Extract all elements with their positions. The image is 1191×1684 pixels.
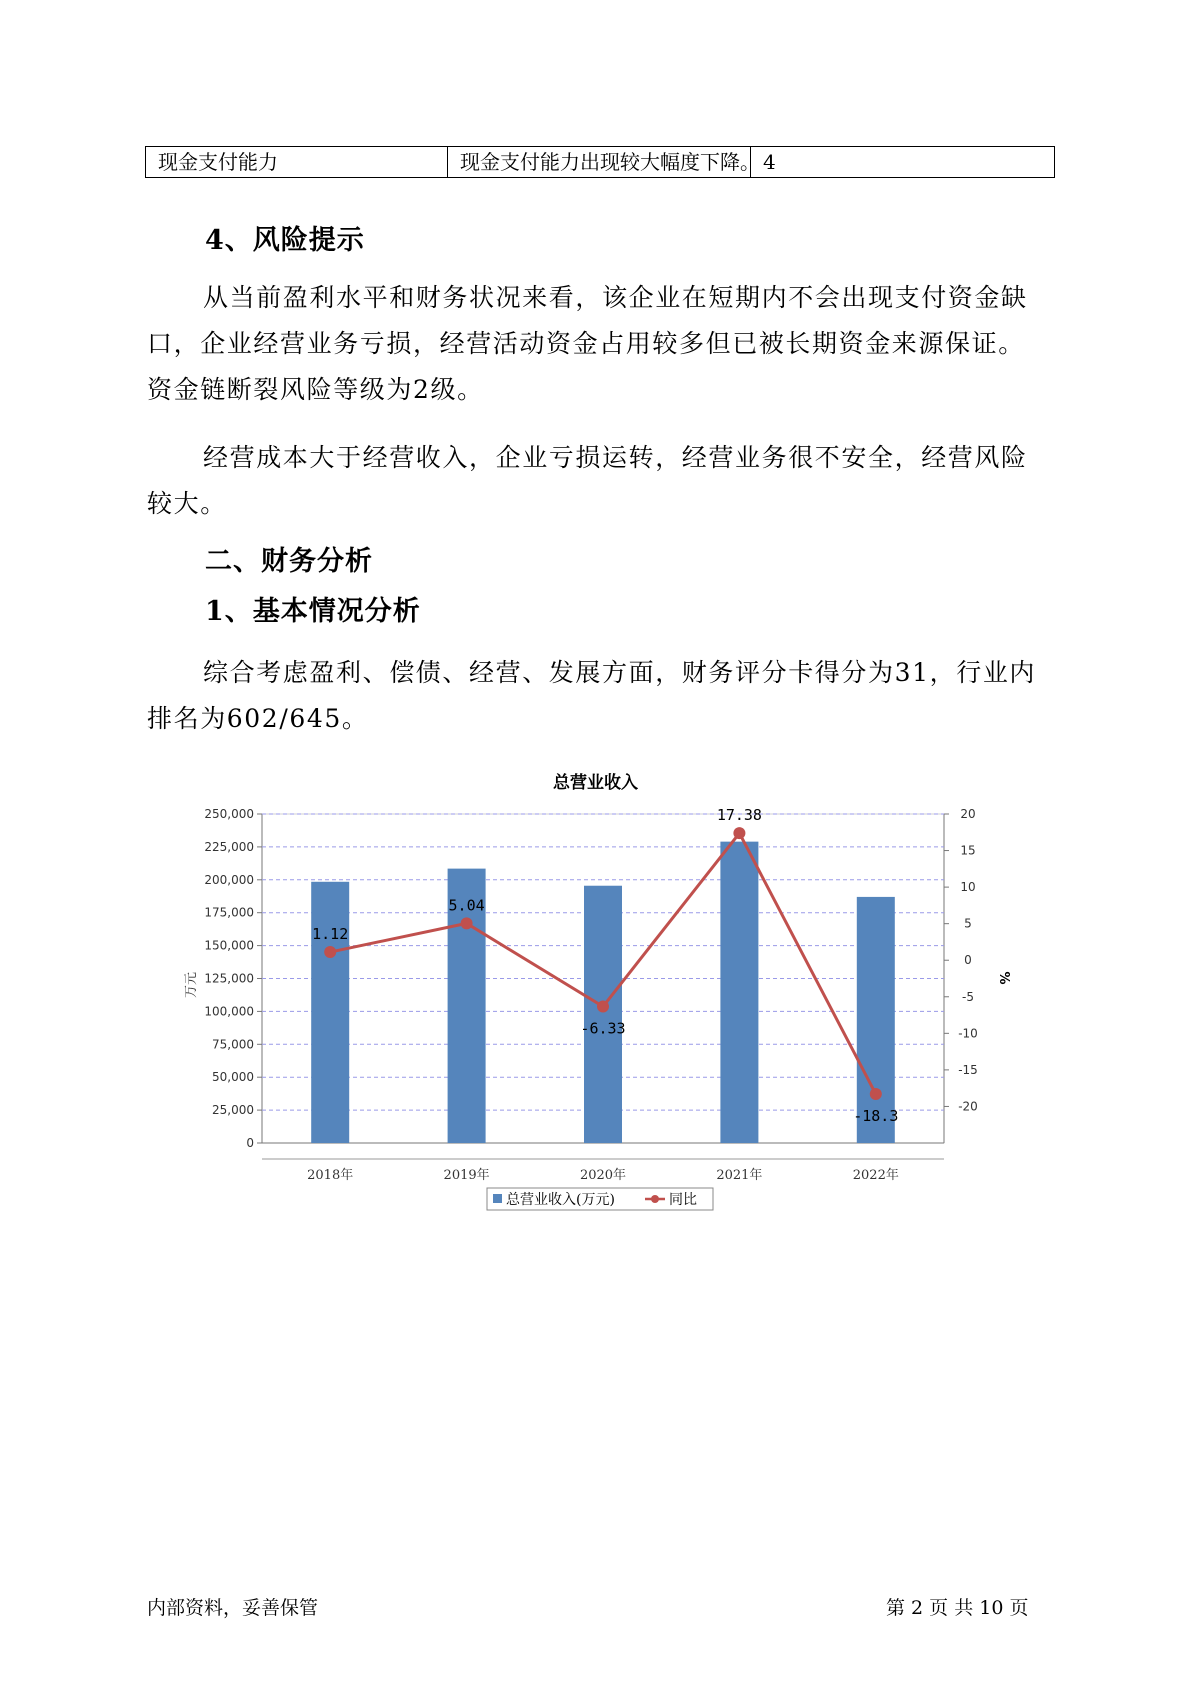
bar-2021年 (720, 842, 758, 1143)
yoy-point (597, 1001, 609, 1013)
y2-tick-label: 5 (964, 916, 972, 931)
y-axis-label: 万元 (184, 971, 199, 999)
legend-bar-swatch (493, 1194, 502, 1203)
y-tick-label: 100,000 (204, 1004, 254, 1019)
legend-bar-label: 总营业收入(万元) (506, 1192, 615, 1208)
x-tick-label: 2020年 (579, 1168, 627, 1183)
yoy-point (733, 827, 745, 839)
y-tick-label: 200,000 (204, 872, 254, 887)
heading-financial-analysis: 二、财务分析 (205, 546, 373, 577)
y2-tick-label: 20 (960, 807, 976, 821)
table-cell-indicator: 现金支付能力 (146, 147, 448, 177)
y2-tick-label: 0 (964, 953, 972, 968)
yoy-point (461, 917, 473, 929)
y2-tick-label: -5 (962, 989, 974, 1004)
y-tick-label: 150,000 (204, 938, 254, 953)
table-cell-score: 4 (763, 150, 776, 174)
heading-basic-analysis: 1、基本情况分析 (205, 596, 421, 627)
legend-line-marker (651, 1195, 659, 1203)
y2-tick-label: -10 (958, 1026, 978, 1041)
yoy-data-label: 17.38 (716, 806, 762, 825)
heading-risk-notice: 4、风险提示 (205, 225, 365, 256)
x-tick-label: 2018年 (307, 1168, 354, 1183)
table-cell-description: 现金支付能力出现较大幅度下降。 (448, 147, 751, 177)
y-tick-label: 25,000 (212, 1103, 254, 1118)
y-tick-label: 175,000 (204, 905, 254, 920)
y2-tick-label: 15 (960, 843, 976, 858)
bar-2018年 (311, 882, 349, 1143)
footer-confidential: 内部资料，妥善保管 (147, 1597, 319, 1619)
yoy-point (324, 946, 336, 958)
paragraph-risk-1: 从当前盈利水平和财务状况来看，该企业在短期内不会出现支付资金缺口，企业经营业务亏损，经营活动资金占用较多但已被长期资金来源保证。资金链断裂风险等级为2级。 (147, 283, 1028, 404)
bar-2020年 (584, 886, 622, 1143)
yoy-data-label: -18.3 (853, 1107, 899, 1126)
y-tick-label: 50,000 (212, 1070, 254, 1085)
y2-tick-label: 10 (960, 880, 976, 895)
y-tick-label: 225,000 (204, 839, 254, 854)
x-tick-label: 2019年 (443, 1168, 490, 1183)
paragraph-risk-2: 经营成本大于经营收入，企业亏损运转，经营业务很不安全，经营风险较大。 (147, 443, 1028, 518)
paragraph-basic-analysis: 综合考虑盈利、偿债、经营、发展方面，财务评分卡得分为31，行业内排名为602/645。 (147, 658, 1037, 733)
chart-title: 总营业收入 (553, 773, 638, 793)
yoy-data-label: 1.12 (312, 925, 349, 944)
yoy-point (870, 1088, 882, 1100)
yoy-data-label: -6.33 (580, 1019, 626, 1038)
y-tick-label: 250,000 (204, 807, 254, 821)
legend-line-label: 同比 (669, 1192, 697, 1208)
y-tick-label: 125,000 (204, 971, 254, 986)
footer-page-number: 第 2 页 共 10 页 (886, 1597, 1029, 1619)
x-tick-label: 2021年 (716, 1168, 763, 1183)
y2-tick-label: -20 (958, 1099, 978, 1114)
y-tick-label: 0 (246, 1136, 254, 1150)
y2-axis-label: % (996, 971, 1011, 985)
y-tick-label: 75,000 (212, 1037, 254, 1052)
x-tick-label: 2022年 (852, 1168, 899, 1183)
yoy-data-label: 5.04 (448, 896, 485, 915)
y2-tick-label: -15 (958, 1062, 978, 1077)
